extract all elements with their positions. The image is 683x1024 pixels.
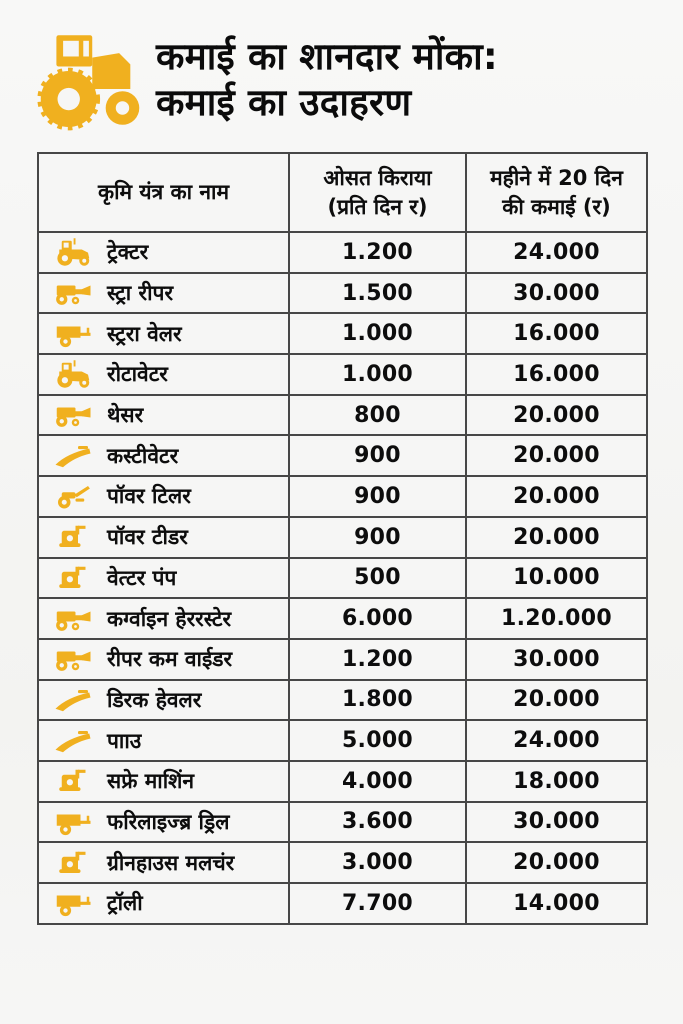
- trolley-icon: [53, 888, 93, 918]
- table-row: [38, 435, 647, 476]
- column-header-equipment: कृमि यंत्र का नाम: [38, 153, 289, 232]
- table-row: [38, 883, 647, 924]
- equipment-name: स्ट्रा रीपर: [107, 281, 174, 306]
- monthly-earning: 24.000: [466, 720, 647, 761]
- equipment-name: कस्टीवेटर: [107, 443, 179, 468]
- header: [0, 0, 683, 150]
- table-row: [38, 720, 647, 761]
- rent-per-day: 1.500: [289, 273, 466, 314]
- reaper-cum-binder-icon: [53, 644, 93, 674]
- table-row: [38, 842, 647, 883]
- power-tiller-icon: [53, 481, 93, 511]
- combine-harvester-icon: [53, 604, 93, 634]
- tractor-icon: [34, 24, 146, 136]
- rent-per-day: 6.000: [289, 598, 466, 639]
- rent-per-day: 1.000: [289, 354, 466, 395]
- monthly-earning: 20.000: [466, 680, 647, 721]
- rent-per-day: 800: [289, 395, 466, 436]
- equipment-name: पााउ: [107, 728, 142, 753]
- title-line-1: कमाई का शानदार मोंका:: [156, 35, 498, 79]
- table-header: [38, 153, 647, 232]
- equipment-name: पॉवर टिलर: [107, 484, 191, 509]
- table-row: [38, 802, 647, 843]
- water-pump-icon: [53, 563, 93, 593]
- equipment-name: कर्ग्वाइन हेररस्टेर: [107, 606, 232, 631]
- equipment-name: थेसर: [107, 403, 144, 428]
- rent-per-day: 4.000: [289, 761, 466, 802]
- table-row: [38, 476, 647, 517]
- equipment-earnings-table: [37, 152, 648, 925]
- cultivator-icon: [53, 441, 93, 471]
- fertilizer-drill-icon: [53, 807, 93, 837]
- rent-per-day: 500: [289, 558, 466, 599]
- table-row: [38, 273, 647, 314]
- equipment-name: सफ्रे माशिंन: [107, 769, 195, 794]
- earning-header-line1: महीने में 20 दिन: [490, 166, 623, 191]
- monthly-earning: 20.000: [466, 435, 647, 476]
- earning-header-line2: की कमाई (र): [502, 194, 611, 219]
- monthly-earning: 16.000: [466, 313, 647, 354]
- straw-baler-icon: [53, 319, 93, 349]
- equipment-name: डिरक हेवलर: [107, 687, 202, 712]
- rent-per-day: 3.600: [289, 802, 466, 843]
- disc-harrow-icon: [53, 685, 93, 715]
- tractor-icon: [53, 237, 93, 267]
- table-row: [38, 639, 647, 680]
- table-row: [38, 558, 647, 599]
- rent-per-day: 900: [289, 476, 466, 517]
- rent-per-day: 900: [289, 517, 466, 558]
- equipment-name: ट्रेक्टर: [107, 240, 149, 265]
- straw-reaper-icon: [53, 278, 93, 308]
- rent-per-day: 3.000: [289, 842, 466, 883]
- table-row: [38, 517, 647, 558]
- page-title: [156, 34, 498, 126]
- rent-header-line1: ओसत किराया: [323, 166, 432, 191]
- equipment-name: पॉवर टीडर: [107, 525, 188, 550]
- rent-per-day: 1.800: [289, 680, 466, 721]
- rent-header-line2: (प्रति दिन र): [327, 194, 428, 219]
- column-header-earning: [466, 153, 647, 232]
- monthly-earning: 30.000: [466, 802, 647, 843]
- rent-per-day: 1.200: [289, 639, 466, 680]
- monthly-earning: 20.000: [466, 476, 647, 517]
- rotavator-icon: [53, 359, 93, 389]
- equipment-name: ट्रॉली: [107, 891, 143, 916]
- monthly-earning: 20.000: [466, 395, 647, 436]
- spray-machine-icon: [53, 766, 93, 796]
- equipment-name: वेत्टर पंप: [107, 565, 177, 590]
- rent-per-day: 7.700: [289, 883, 466, 924]
- monthly-earning: 30.000: [466, 639, 647, 680]
- power-tedder-icon: [53, 522, 93, 552]
- equipment-name: रोटावेटर: [107, 362, 168, 387]
- table-row: [38, 354, 647, 395]
- column-header-rent: [289, 153, 466, 232]
- table-row: [38, 313, 647, 354]
- monthly-earning: 24.000: [466, 232, 647, 273]
- equipment-name: स्ट्ररा वेलर: [107, 321, 182, 346]
- monthly-earning: 1.20.000: [466, 598, 647, 639]
- equipment-name: फरिलाइज्ब्र ड्रिल: [107, 809, 230, 834]
- table-row: [38, 680, 647, 721]
- table-body: [38, 232, 647, 924]
- table-row: [38, 598, 647, 639]
- monthly-earning: 20.000: [466, 517, 647, 558]
- rent-per-day: 1.000: [289, 313, 466, 354]
- thresher-icon: [53, 400, 93, 430]
- greenhouse-mulcher-icon: [53, 848, 93, 878]
- equipment-name: रीपर कम वाईडर: [107, 647, 233, 672]
- equipment-name: ग्रीनहाउस मलचंर: [107, 850, 235, 875]
- title-line-2: कमाई का उदाहरण: [156, 81, 412, 124]
- rent-per-day: 900: [289, 435, 466, 476]
- plough-icon: [53, 726, 93, 756]
- monthly-earning: 14.000: [466, 883, 647, 924]
- table-row: [38, 761, 647, 802]
- monthly-earning: 10.000: [466, 558, 647, 599]
- monthly-earning: 16.000: [466, 354, 647, 395]
- monthly-earning: 20.000: [466, 842, 647, 883]
- rent-per-day: 1.200: [289, 232, 466, 273]
- table-row: [38, 395, 647, 436]
- monthly-earning: 18.000: [466, 761, 647, 802]
- monthly-earning: 30.000: [466, 273, 647, 314]
- rent-per-day: 5.000: [289, 720, 466, 761]
- table-row: [38, 232, 647, 273]
